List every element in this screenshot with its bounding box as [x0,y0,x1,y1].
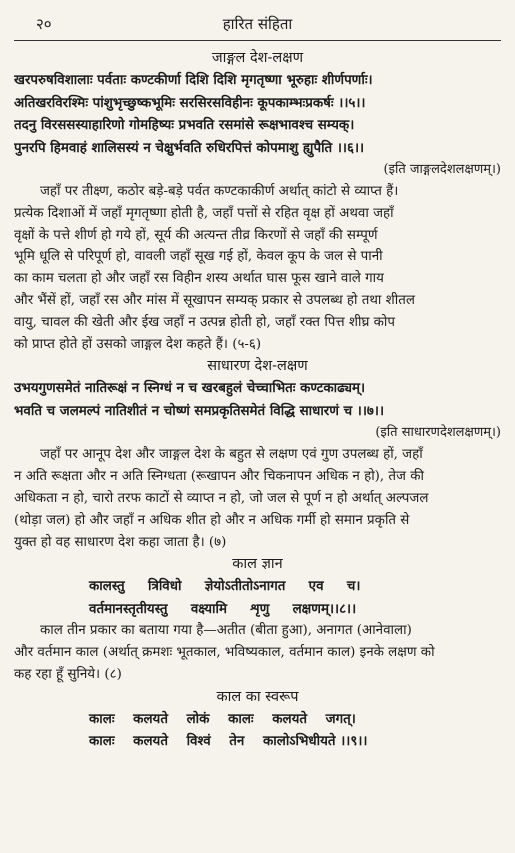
verse-line: उभयगुणसमेतं नातिरूक्षं न स्निग्धं न च खरबहुलं चेच्चाभितः कण्टकाढ्यम्। [14,380,366,397]
commentary-line: वृक्षों के पत्ते शीर्ण हो गये हों, सूर्य की अत्यन्त तीव्र किरणों से जहाँ की सम्पूर्ण [14,227,378,243]
commentary-line: कह रहा हूँ सुनिये। (८) [14,666,122,682]
verse-line: पुनरपि हिमवाहं शालिसस्यं न चेक्षुर्भवति रुधिरपित्तं कोपमाशु ह्युपैति ।।६।। [14,139,365,156]
commentary-line: भूमि धूलि से परिपूर्ण हो, वावली जहाँ सूख गई हों, केवल कूप के जल से पानी [14,249,383,265]
commentary-line: अधिकता न हो, चारो तरफ काटों से व्याप्त न हो, जो जल से पूर्ण न हो अर्थात् अल्पजल [14,490,429,506]
page-header [14,0,501,41]
section-heading-jangal: जाङ्गल देश-लक्षण [211,50,304,66]
verse-line: कालः कलयते लोकं कालः कलयते जगत्। [89,710,356,727]
commentary-line: (थोड़ा जल) हो और जहाँ न अधिक शीत हो और न अधिक गर्मी हो समान प्रकृति से [14,512,410,528]
commentary-line: को प्राप्त होते हों उसको जाङ्गल देश कहते हैं। (५-६) [14,336,262,352]
section-colophon: (इति जाङ्गलदेशलक्षणम्।) [383,162,501,177]
commentary-line: वायु, चावल की खेती और ईख जहाँ न उत्पन्न होती हो, जहाँ रक्त पित्त शीघ्र कोप [14,314,396,330]
commentary-line: और वर्तमान काल (अर्थात् क्रमशः भूतकाल, भविष्यकाल, वर्तमान काल) इनके लक्षण को [14,645,435,661]
commentary-line: न अति रूक्षता और न अति स्निग्धता (रूखापन और चिकनापन अधिक न हो), तेज की [14,469,424,485]
verse-line: वर्तमानस्तृतीयस्तु वक्ष्यामि शृणु लक्षणम्।।८।। [89,600,357,617]
section-heading-kaal-swaroop: काल का स्वरूप [216,688,299,705]
commentary-line: जहाँ पर तीक्ष्ण, कठोर बड़े-बड़े पर्वत कण्टकाकीर्ण अर्थात् कांटो से व्याप्त हैं। [40,184,399,199]
verse-line: खरपरुषविशालाः पर्वताः कण्टकीर्णा दिशि दिशि मृगतृष्णा भूरुहाः शीर्णपर्णाः। [14,72,373,88]
commentary-line: युक्त हो वह साधारण देश कहा जाता है। (७) [14,534,227,550]
section-heading-kaal-gyan: काल ज्ञान [232,556,283,573]
commentary-line: काल तीन प्रकार का बताया गया है—अतीत (बीता हुआ), अनागत (आनेवाला) [40,623,412,639]
verse-line: अतिखरविरश्मिः पांशुभृच्छुष्कभूमिः सरसिरसविहीनः कूपकाम्भःप्रकर्षः ।।५।। [14,94,366,111]
page-number: २० [36,15,52,33]
commentary-line: और भैंसें हों, जहाँ रस और मांस में सूखापन सम्यक् प्रकार से उपलब्ध हो तथा शीतल [14,292,415,308]
verse-line: तदनु विरससस्याहारिणो गोमहिष्यः प्रभवति रसमांसे रूक्षभावश्च सम्यक्। [14,117,355,133]
verse-line: कालस्तु त्रिविधो ज्ञेयोऽतीतोऽनागत एव च। [89,578,361,595]
verse-line: कालः कलयते विश्वं तेन कालोऽभिधीयते ।।९।। [89,733,368,750]
verse-line: भवति च जलमल्पं नातिशीतं न चोष्णं समप्रकृतिसमेतं विद्धि साधारणं च ।।७।। [14,402,385,419]
commentary-line: जहाँ पर आनूप देश और जाङ्गल देश के बहुत से लक्षण एवं गुण उपलब्ध हों, जहाँ [40,447,423,463]
section-heading-sadharan: साधारण देश-लक्षण [207,358,308,375]
commentary-line: प्रत्येक दिशाओं में जहाँ मृगतृष्णा होती है, जहाँ पत्तों से रहित वृक्ष हों अथवा जहाँ [14,205,394,221]
running-title: हारित संहिता [222,15,293,33]
section-colophon: (इति साधारणदेशलक्षणम्।) [375,425,501,441]
commentary-line: का काम चलता हो और जहाँ रस विहीन शस्य अर्थात घास फूस खाने वाले गाय [14,271,384,287]
